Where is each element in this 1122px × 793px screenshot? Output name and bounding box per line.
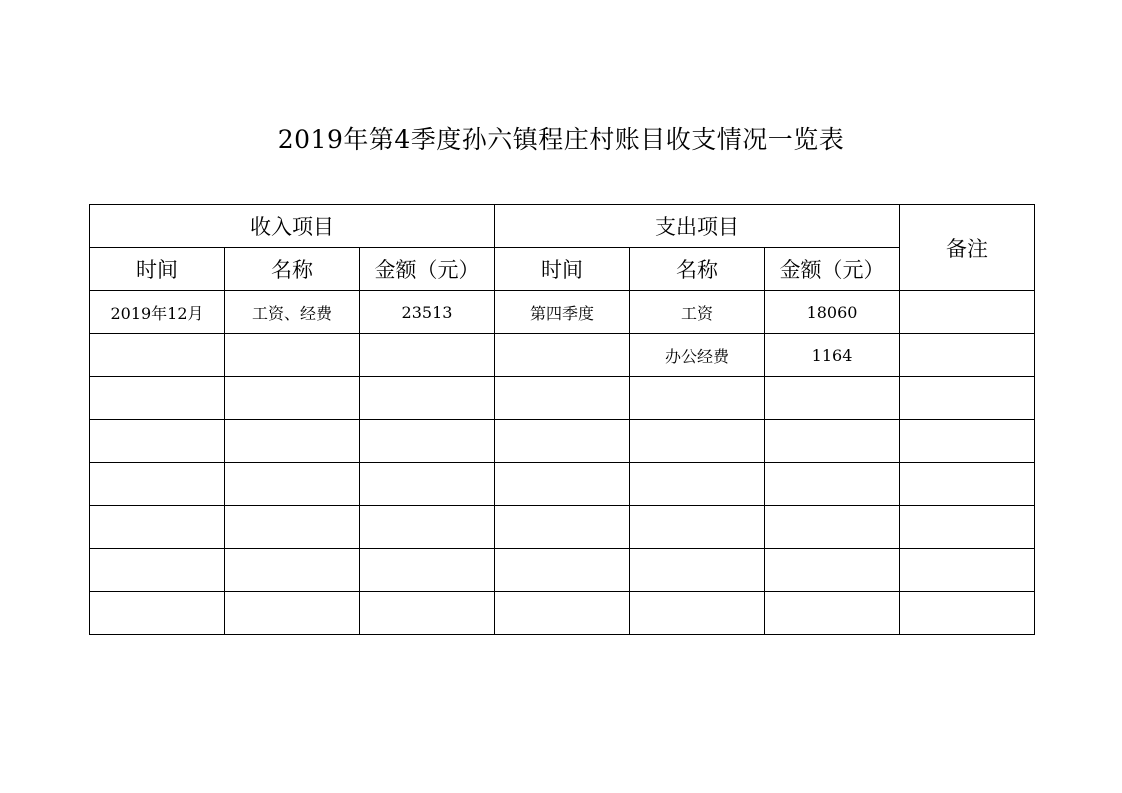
notes-header: 备注 [900,205,1035,291]
expense-amount-cell [765,549,900,592]
expense-name-cell [630,463,765,506]
ledger-body [90,291,1035,635]
notes-cell [900,291,1035,334]
income-time-cell: 2019年12月 [90,291,225,334]
expense-amount-cell [765,592,900,635]
income-amount-cell [360,377,495,420]
income-group-header: 收入项目 [90,205,495,248]
income-amount-cell [360,549,495,592]
expense-name-cell [630,506,765,549]
income-time-cell [90,506,225,549]
income-amount-cell [360,420,495,463]
income-amount-cell [360,463,495,506]
income-name-cell [225,506,360,549]
notes-cell [900,377,1035,420]
notes-cell [900,420,1035,463]
ledger-table [89,204,1035,635]
notes-cell [900,506,1035,549]
income-time-cell [90,334,225,377]
notes-cell [900,463,1035,506]
expense-amount-cell: 18060 [765,291,900,334]
expense-name-cell [630,377,765,420]
table-row [90,592,1035,635]
expense-amount-cell: 1164 [765,334,900,377]
table-row [90,334,1035,377]
income-time-cell [90,592,225,635]
income-amount-cell: 23513 [360,291,495,334]
expense-amount-cell [765,420,900,463]
group-header-row [90,205,1035,248]
expense-amount-cell [765,463,900,506]
expense-amount-header: 金额（元） [765,248,900,291]
expense-time-cell [495,592,630,635]
notes-cell [900,549,1035,592]
income-time-cell [90,377,225,420]
income-name-cell [225,420,360,463]
table-row [90,377,1035,420]
expense-time-cell [495,334,630,377]
expense-time-header: 时间 [495,248,630,291]
expense-name-cell [630,549,765,592]
expense-name-header: 名称 [630,248,765,291]
notes-cell [900,592,1035,635]
expense-time-cell [495,463,630,506]
expense-time-cell [495,377,630,420]
expense-name-cell: 工资 [630,291,765,334]
income-name-cell [225,549,360,592]
expense-amount-cell [765,506,900,549]
table-row [90,549,1035,592]
expense-name-cell: 办公经费 [630,334,765,377]
income-time-cell [90,463,225,506]
income-time-header: 时间 [90,248,225,291]
income-amount-cell [360,506,495,549]
income-name-cell: 工资、经费 [225,291,360,334]
expense-time-cell [495,506,630,549]
income-name-cell [225,377,360,420]
income-amount-cell [360,334,495,377]
income-time-cell [90,549,225,592]
table-row [90,463,1035,506]
page-title: 2019年第4季度孙六镇程庄村账目收支情况一览表 [277,125,845,154]
expense-group-header: 支出项目 [495,205,900,248]
table-row [90,506,1035,549]
expense-time-cell [495,549,630,592]
sub-header-row [90,248,1035,291]
expense-time-cell [495,420,630,463]
income-time-cell [90,420,225,463]
income-name-cell [225,463,360,506]
expense-time-cell: 第四季度 [495,291,630,334]
income-amount-header: 金额（元） [360,248,495,291]
expense-name-cell [630,592,765,635]
notes-cell [900,334,1035,377]
income-name-cell [225,592,360,635]
income-amount-cell [360,592,495,635]
expense-amount-cell [765,377,900,420]
expense-name-cell [630,420,765,463]
table-row [90,291,1035,334]
income-name-cell [225,334,360,377]
income-name-header: 名称 [225,248,360,291]
table-row [90,420,1035,463]
